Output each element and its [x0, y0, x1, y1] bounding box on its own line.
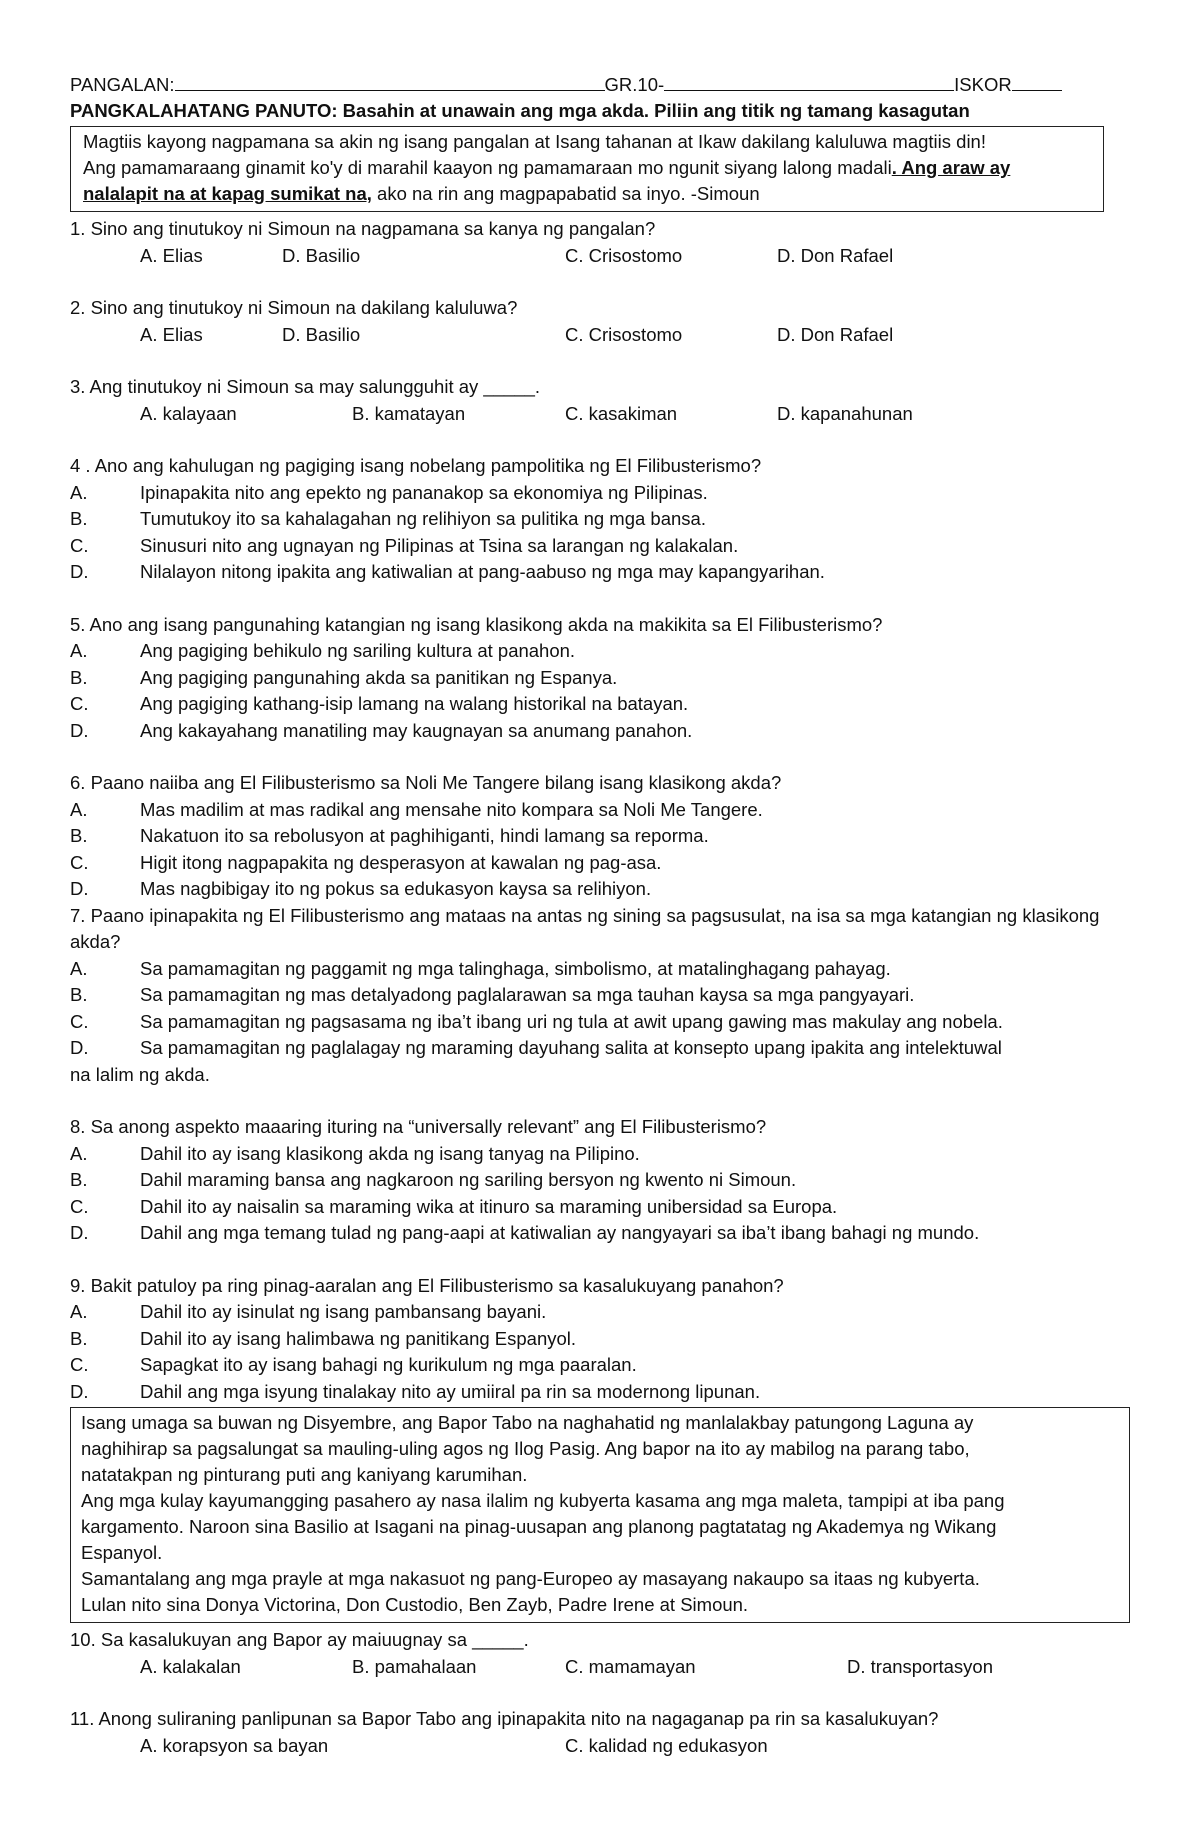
option-d[interactable] — [70, 559, 1130, 586]
option-text: Ang pagiging kathang-isip lamang na walang historikal na batayan. — [140, 693, 689, 714]
passage2-line: Lulan nito sina Donya Victorina, Don Custodio, Ben Zayb, Padre Irene at Simoun. — [81, 1594, 749, 1615]
option-text: Sa pamamagitan ng mas detalyadong paglalarawan sa mga tauhan kaysa sa mga pangyayari. — [140, 984, 915, 1005]
option-text: Dahil ito ay naisalin sa maraming wika at itinuro sa maraming unibersidad sa Europa. — [140, 1195, 838, 1217]
options-row — [70, 401, 1130, 428]
options-row — [70, 1654, 1130, 1681]
question-6: 6. Paano naiiba ang El Filibusterismo sa Noli Me Tangere bilang isang klasikong akda? — [70, 772, 782, 793]
option-text: Dahil ito ay isang klasikong akda ng isang tanyag na Pilipino. — [140, 1142, 640, 1164]
passage1-line — [83, 155, 1095, 181]
option-c[interactable] — [70, 850, 1130, 877]
option-c[interactable] — [70, 1009, 1130, 1036]
option[interactable]: B. pamahalaan — [352, 1655, 477, 1677]
option-letter: D. — [70, 1037, 89, 1058]
option-letter: A. — [70, 1301, 88, 1322]
option-b[interactable] — [70, 982, 1130, 1009]
grade-label: GR.10- — [604, 74, 665, 95]
passage1-line: Magtiis kayong nagpamana sa akin ng isang pangalan at Isang tahanan at Ikaw dakilang kaluluwa magtiis din! — [83, 131, 986, 152]
option-text: Ang pagiging pangunahing akda sa panitikan ng Espanya. — [140, 666, 618, 688]
option-letter: B. — [70, 825, 88, 846]
options-row — [70, 1733, 1130, 1760]
option-letter: D. — [70, 719, 89, 741]
passage2-line: naghihirap sa pagsalungat sa mauling-uling agos ng Ilog Pasig. Ang bapor na ito ay mabilog na parang tabo, — [81, 1438, 970, 1459]
option-text: Sa pamamagitan ng paggamit ng mga talinghaga, simbolismo, at matalinghagang pahayag. — [140, 957, 891, 979]
option[interactable]: A. kalayaan — [140, 402, 237, 424]
question-10: 10. Sa kasalukuyan ang Bapor ay maiuugnay sa _____. — [70, 1629, 529, 1650]
option[interactable]: D. Basilio — [282, 323, 361, 345]
option-c[interactable] — [70, 1352, 1130, 1379]
question-8: 8. Sa anong aspekto maaaring ituring na “universally relevant” ang El Filibusterismo? — [70, 1116, 767, 1137]
option-a[interactable] — [70, 480, 1130, 507]
option[interactable]: A. Elias — [140, 323, 203, 345]
question-11: 11. Anong suliraning panlipunan sa Bapor Tabo ang ipinapakita nito na nagaganap pa rin sa kasalukuyan? — [70, 1708, 939, 1729]
option-b[interactable] — [70, 506, 1130, 533]
passage2-line: Ang mga kulay kayumangging pasahero ay nasa ilalim ng kubyerta kasama ang mga maleta, tampipi at iba pang — [81, 1490, 1005, 1511]
option-a[interactable] — [70, 1141, 1130, 1168]
score-label: ISKOR — [954, 74, 1012, 95]
option-text: Ang kakayahang manatiling may kaugnayan sa anumang panahon. — [140, 719, 693, 741]
option-text: Dahil ito ay isinulat ng isang pambansang bayani. — [140, 1301, 547, 1322]
question-4: 4 . Ano ang kahulugan ng pagiging isang nobelang pampolitika ng El Filibusterismo? — [70, 455, 762, 476]
option[interactable]: A. kalakalan — [140, 1655, 241, 1677]
option-text: Dahil ito ay isang halimbawa ng panitikang Espanyol. — [140, 1327, 577, 1349]
underlined-phrase: . Ang araw ay — [891, 157, 1011, 178]
option-d[interactable] — [70, 1379, 1130, 1406]
underlined-phrase: nalalapit na at kapag sumikat na, — [83, 183, 372, 204]
option-text: Sa pamamagitan ng paglalagay ng maraming dayuhang salita at konsepto upang ipakita ang intelektuwal — [140, 1037, 1002, 1058]
option-letter: B. — [70, 666, 88, 688]
option[interactable]: D. Basilio — [282, 244, 361, 266]
option-letter: B. — [70, 1169, 88, 1190]
passage2-line: Samantalang ang mga prayle at mga nakasuot ng pang-Europeo ay masayang nakaupo sa itaas ng kubyerta. — [81, 1568, 980, 1589]
option-text: Mas nagbibigay ito ng pokus sa edukasyon kaysa sa relihiyon. — [140, 878, 652, 899]
option[interactable]: D. kapanahunan — [777, 402, 913, 424]
option-letter: C. — [70, 1354, 89, 1375]
option-letter: C. — [70, 1195, 89, 1217]
options-row — [70, 243, 1130, 270]
option[interactable]: C. mamamayan — [565, 1655, 696, 1677]
option-text: Ang pagiging behikulo ng sariling kultura at panahon. — [140, 640, 576, 661]
option-c[interactable] — [70, 533, 1130, 560]
question-5: 5. Ano ang isang pangunahing katangian ng isang klasikong akda na makikita sa El Filibusterismo? — [70, 613, 883, 635]
passage-box-bapor-tabo — [70, 1407, 1130, 1623]
option-letter: C. — [70, 534, 89, 556]
option-letter: D. — [70, 878, 89, 899]
option[interactable]: C. Crisostomo — [565, 244, 683, 266]
name-label: PANGALAN: — [70, 74, 175, 95]
option-letter: C. — [70, 1010, 89, 1032]
passage2-line: Espanyol. — [81, 1542, 163, 1563]
passage-box-simoun — [70, 126, 1104, 212]
option-a[interactable] — [70, 797, 1130, 824]
option-letter: C. — [70, 851, 89, 873]
option-letter: A. — [70, 640, 88, 661]
option-text: Mas madilim at mas radikal ang mensahe nito kompara sa Noli Me Tangere. — [140, 798, 763, 820]
option-d[interactable] — [70, 718, 1130, 745]
option[interactable]: D. Don Rafael — [777, 323, 894, 345]
option[interactable]: B. kamatayan — [352, 402, 466, 424]
option[interactable]: D. transportasyon — [847, 1655, 994, 1677]
option-text: Nilalayon nitong ipakita ang katiwalian at pang-aabuso ng mga may kapangyarihan. — [140, 561, 825, 582]
worksheet-page — [70, 72, 1130, 1759]
option-b[interactable] — [70, 665, 1130, 692]
question-9: 9. Bakit patuloy pa ring pinag-aaralan ang El Filibusterismo sa kasalukuyang panahon? — [70, 1274, 784, 1296]
option-text: Higit itong nagpapakita ng desperasyon at kawalan ng pag-asa. — [140, 851, 662, 873]
option-a[interactable] — [70, 956, 1130, 983]
option-text: Dahil ang mga isyung tinalakay nito ay umiiral pa rin sa modernong lipunan. — [140, 1380, 761, 1402]
option-b[interactable] — [70, 1167, 1130, 1194]
option-text: Nakatuon ito sa rebolusyon at paghihiganti, hindi lamang sa reporma. — [140, 825, 709, 846]
options-row — [70, 322, 1130, 349]
name-blank[interactable] — [175, 72, 605, 91]
option-d[interactable] — [70, 1220, 1130, 1247]
option-letter: A. — [70, 798, 88, 820]
option-text: Dahil ang mga temang tulad ng pang-aapi at katiwalian ay nangyayari sa iba’t ibang bahagi ng mundo. — [140, 1222, 980, 1243]
question-2: 2. Sino ang tinutukoy ni Simoun na dakilang kaluluwa? — [70, 297, 518, 318]
general-instruction: PANGKALAHATANG PANUTO: Basahin at unawain ang mga akda. Piliin ang titik ng tamang kasagutan — [70, 100, 970, 121]
option-letter: A. — [70, 957, 88, 979]
passage1-text: ako na rin ang magpapabatid sa inyo. -Simoun — [371, 183, 760, 204]
option-text: Ipinapakita nito ang epekto ng pananakop sa ekonomiya ng Pilipinas. — [140, 481, 708, 503]
option-c[interactable] — [70, 1194, 1130, 1221]
passage1-line — [83, 181, 1095, 207]
option-b[interactable] — [70, 823, 1130, 850]
option-letter: D. — [70, 561, 89, 582]
passage2-line: natatakpan ng pinturang puti ang kaniyang karumihan. — [81, 1464, 528, 1485]
option-d-continuation: na lalim ng akda. — [70, 1063, 210, 1085]
option-letter: B. — [70, 508, 88, 529]
option-d[interactable] — [70, 876, 1130, 903]
question-1: 1. Sino ang tinutukoy ni Simoun na nagpamana sa kanya ng pangalan? — [70, 218, 656, 239]
option-text: Tumutukoy ito sa kahalagahan ng relihiyon sa pulitika ng mga bansa. — [140, 508, 706, 529]
option-c[interactable] — [70, 691, 1130, 718]
option-letter: A. — [70, 1142, 88, 1164]
option-d[interactable] — [70, 1035, 1130, 1062]
option[interactable]: C. kalidad ng edukasyon — [565, 1734, 768, 1756]
option[interactable]: A. korapsyon sa bayan — [140, 1734, 329, 1756]
option-text: Sapagkat ito ay isang bahagi ng kurikulum ng mga paaralan. — [140, 1354, 637, 1375]
passage2-line: kargamento. Naroon sina Basilio at Isagani na pinag-uusapan ang planong pagtatatag ng Akademya ng Wikang — [81, 1516, 997, 1537]
option[interactable]: C. Crisostomo — [565, 323, 683, 345]
option-a[interactable] — [70, 638, 1130, 665]
question-7: 7. Paano ipinapakita ng El Filibusterismo ang mataas na antas ng sining sa pagsusulat, na isa sa mga katangian ng klasikong akda? — [70, 904, 1100, 952]
option-letter: B. — [70, 984, 88, 1005]
option-letter: A. — [70, 481, 88, 503]
option-b[interactable] — [70, 1326, 1130, 1353]
passage2-line: Isang umaga sa buwan ng Disyembre, ang Bapor Tabo na naghahatid ng manlalakbay patungong Laguna ay — [81, 1412, 974, 1433]
option-letter: B. — [70, 1327, 88, 1349]
passage1-text: Ang pamamaraang ginamit ko'y di marahil kaayon ng pamamaraan mo ngunit siyang lalong madali — [83, 157, 892, 178]
option-text: Dahil maraming bansa ang nagkaroon ng sariling bersyon ng kwento ni Simoun. — [140, 1169, 797, 1190]
question-3: 3. Ang tinutukoy ni Simoun sa may salungguhit ay _____. — [70, 376, 540, 397]
option-text: Sa pamamagitan ng pagsasama ng iba’t ibang uri ng tula at awit upang gawing mas makulay ang nobela. — [140, 1010, 1003, 1032]
score-blank[interactable] — [1012, 72, 1062, 91]
option-text: Sinusuri nito ang ugnayan ng Pilipinas at Tsina sa larangan ng kalakalan. — [140, 534, 739, 556]
option[interactable]: A. Elias — [140, 244, 203, 266]
option-a[interactable] — [70, 1299, 1130, 1326]
option[interactable]: C. kasakiman — [565, 402, 678, 424]
option-letter: D. — [70, 1380, 89, 1402]
option-letter: C. — [70, 693, 89, 714]
header-line — [70, 72, 1130, 98]
grade-blank[interactable] — [664, 72, 954, 91]
option-letter: D. — [70, 1222, 89, 1243]
option[interactable]: D. Don Rafael — [777, 244, 894, 266]
